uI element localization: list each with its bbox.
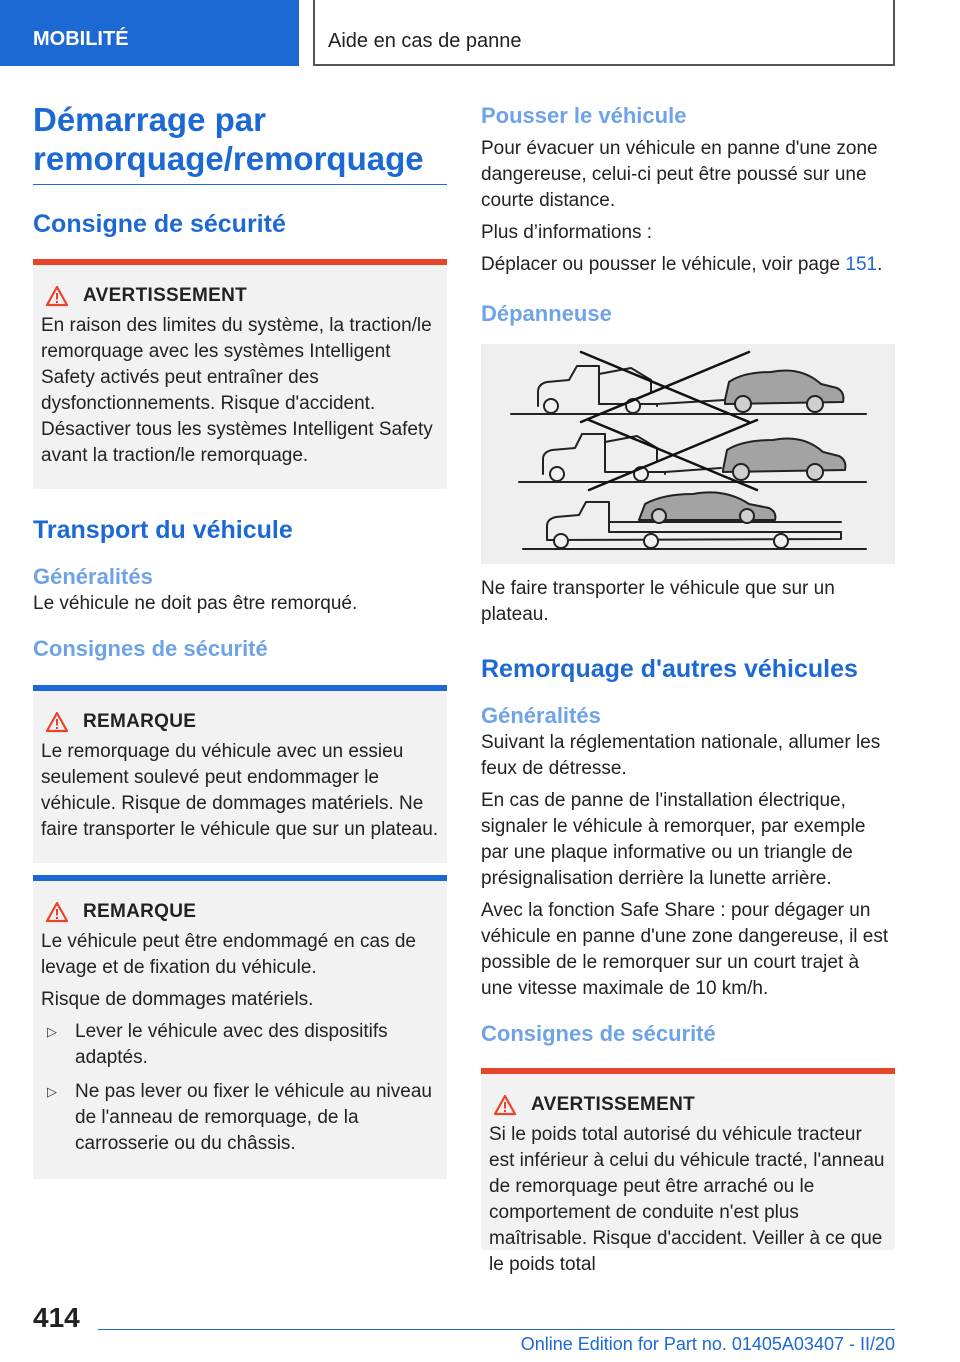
more-info-text: Plus d’informations : xyxy=(481,222,653,243)
note-text-2: Risque de dommages matériels. xyxy=(41,989,314,1010)
chapter-title: Aide en cas de panne xyxy=(313,0,895,66)
warning-triangle-icon xyxy=(45,711,69,733)
bullet-triangle-icon: ▷ xyxy=(47,1024,57,1039)
tow-truck-heading: Dépanneuse xyxy=(481,301,612,326)
note-box xyxy=(33,685,447,863)
transport-heading: Transport du véhicule xyxy=(33,516,293,544)
note-text: Le véhicule peut être endommagé en cas de levage et de fixation du véhicule. xyxy=(41,931,416,978)
bullet-triangle-icon: ▷ xyxy=(47,1084,57,1099)
page-header xyxy=(0,0,960,66)
warning-label: AVERTISSEMENT xyxy=(83,285,248,306)
note-text: Le remorquage du véhicule avec un essieu seulement soulevé peut endommager le véhicule. Risque de dommages matériels. Ne faire transporter le véhicule que sur un plateau. xyxy=(41,741,439,840)
list-item: ▷ Lever le véhicule avec des dispositifs adaptés. xyxy=(47,1021,388,1068)
general-heading: Généralités xyxy=(33,564,153,589)
safety-notes-heading: Consignes de sécurité xyxy=(33,636,268,661)
general-text: En cas de panne de l'installation électrique, signaler le véhicule à remorquer, par exemple par une plaque informative ou un triangle de présignalisation derrière la lunette arrière. xyxy=(481,790,866,889)
safety-heading: Consigne de sécurité xyxy=(33,210,286,238)
safety-notes-heading: Consignes de sécurité xyxy=(481,1021,716,1046)
page-reference-link[interactable]: 151 xyxy=(845,254,878,275)
general-text: Suivant la réglementation nationale, allumer les feux de détresse. xyxy=(481,732,881,779)
reference-text: Déplacer ou pousser le véhicule, voir page 151. xyxy=(481,254,883,275)
tow-truck-illustration-icon xyxy=(481,344,895,564)
tow-text: Ne faire transporter le véhicule que sur un plateau. xyxy=(481,578,835,625)
note-box xyxy=(33,875,447,1179)
warning-text: En raison des limites du système, la traction/le remorquage avec les systèmes Intelligent Safety activés peut entraîner des dysfonctionnements. Risque d'accident. Désactiver tous les systèmes Intelligent Safety avant la traction/le remorquage. xyxy=(41,315,433,466)
footer-divider xyxy=(98,1329,895,1330)
push-heading: Pousser le véhicule xyxy=(481,103,687,128)
warning-box xyxy=(33,259,447,489)
edition-text: Online Edition for Part no. 01405A03407 - II/20 xyxy=(520,1334,895,1354)
general-text: Le véhicule ne doit pas être remorqué. xyxy=(33,593,358,614)
page-number: 414 xyxy=(33,1302,80,1333)
note-label: REMARQUE xyxy=(83,901,197,922)
section-tab: MOBILITÉ xyxy=(0,0,299,66)
right-column xyxy=(481,100,895,1275)
page-title: Démarrage par remorquage/remorquage xyxy=(33,100,447,185)
tow-illustration xyxy=(481,344,895,564)
push-text: Pour évacuer un véhicule en panne d'une zone dangereuse, celui-ci peut être poussé sur une courte distance. xyxy=(481,138,878,211)
left-column xyxy=(33,100,447,1179)
warning-text: Si le poids total autorisé du véhicule tracteur est inférieur à celui du véhicule tracté, l'anneau de remorquage peut être arraché ou le comportement de conduite n'est plus maîtrisable. Risque d'accident. Veiller à ce que le poids total xyxy=(489,1124,885,1275)
list-item: ▷ Ne pas lever ou fixer le véhicule au niveau de l'anneau de remorquage, de la carrosserie ou du châssis. xyxy=(47,1081,432,1154)
bullet-list xyxy=(41,1019,439,1157)
warning-box xyxy=(481,1068,895,1275)
general-heading: Généralités xyxy=(481,703,601,728)
warning-label: AVERTISSEMENT xyxy=(531,1094,696,1115)
warning-triangle-icon xyxy=(45,285,69,307)
note-label: REMARQUE xyxy=(83,711,197,732)
general-text: Avec la fonction Safe Share : pour dégager un véhicule en panne d'une zone dangereuse, il est possible de le remorquer sur un court trajet à une vitesse maximale de 10 km/h. xyxy=(481,900,889,999)
towing-others-heading: Remorquage d'autres véhicules xyxy=(481,655,858,683)
warning-triangle-icon xyxy=(493,1094,517,1116)
warning-triangle-icon xyxy=(45,901,69,923)
